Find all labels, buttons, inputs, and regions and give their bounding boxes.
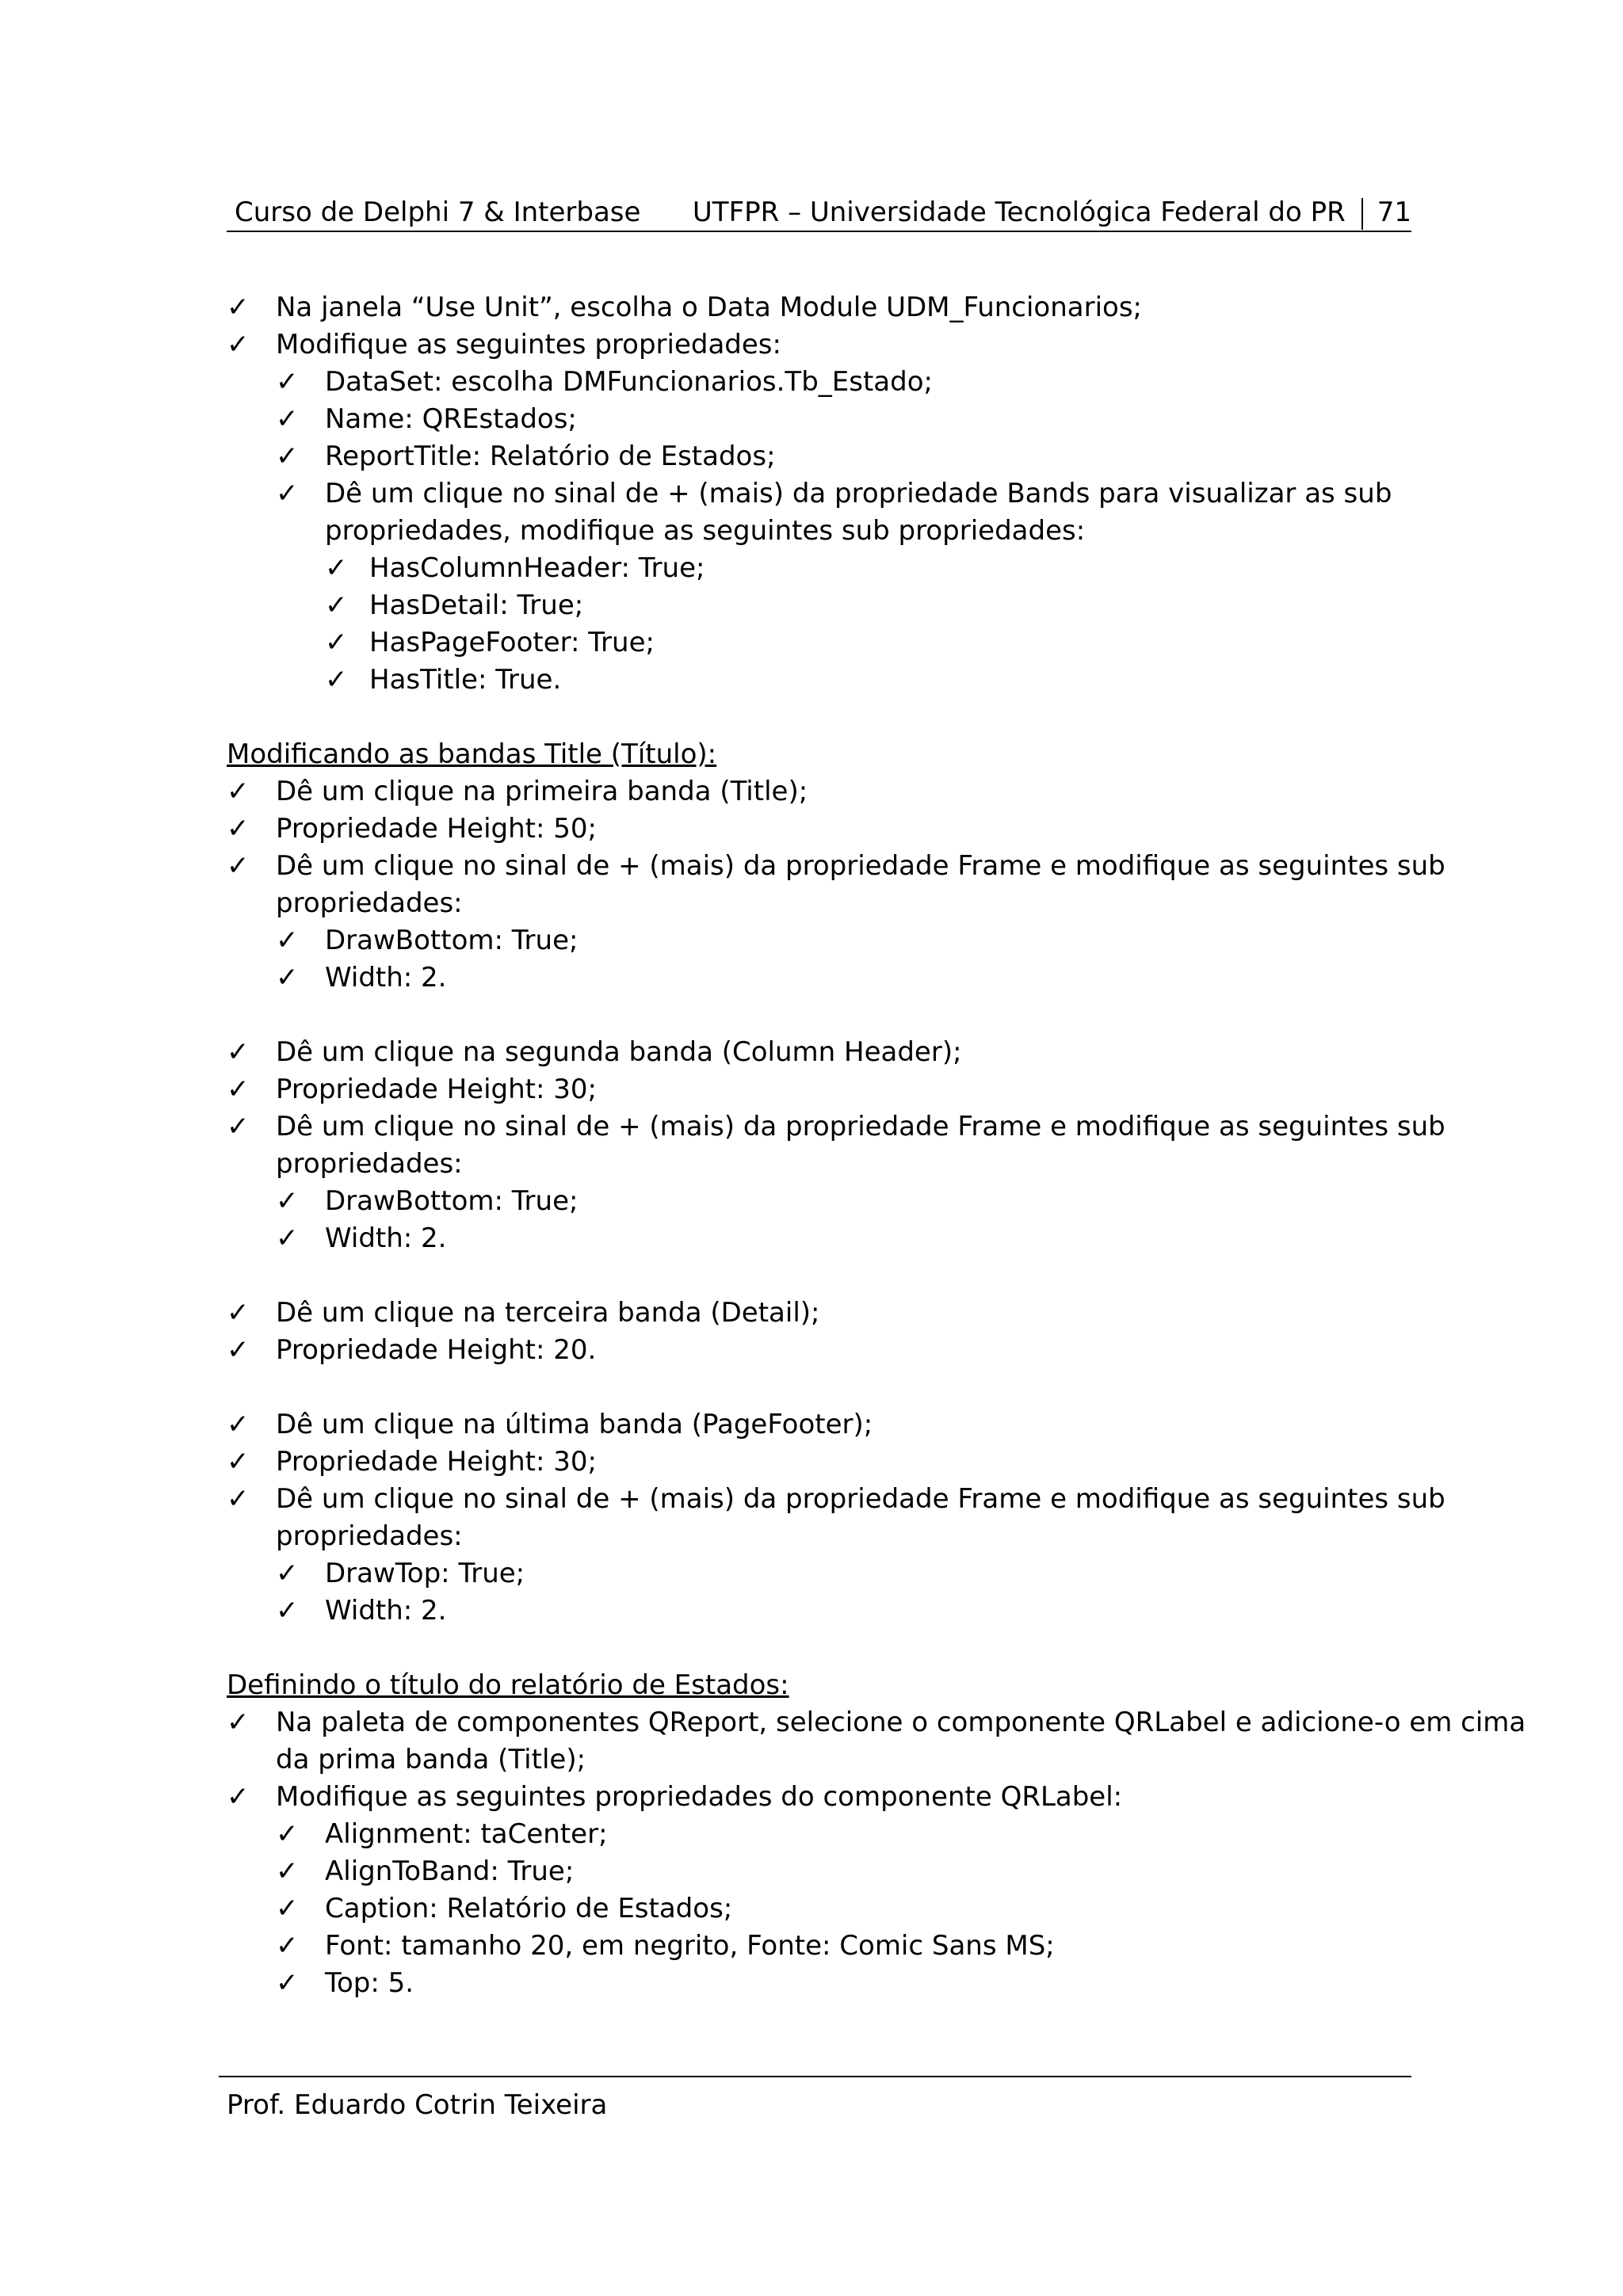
list-item-text: Caption: Relatório de Estados;	[325, 1893, 733, 1924]
list-item	[227, 848, 1445, 885]
list-item-text: Dê um clique no sinal de + (mais) da propriedade Frame e modifique as seguintes sub	[276, 850, 1445, 882]
list-item	[227, 1071, 1411, 1108]
page-footer	[219, 2076, 1411, 2121]
list-item-text: Na janela “Use Unit”, escolha o Data Module UDM_Funcionarios;	[276, 292, 1143, 323]
checkmark-icon: ✓	[227, 1707, 250, 1738]
checkmark-icon: ✓	[227, 1409, 250, 1440]
section-heading	[227, 736, 1411, 773]
checkmark-icon: ✓	[227, 1334, 250, 1366]
checkmark-icon: ✓	[276, 441, 299, 472]
list-item-text: Font: tamanho 20, em negrito, Fonte: Comic Sans MS;	[325, 1930, 1055, 1962]
spacer	[227, 1369, 1411, 1406]
checkmark-icon: ✓	[276, 1595, 299, 1627]
list-item	[227, 1481, 1445, 1518]
list-item-text: propriedades:	[276, 1148, 463, 1180]
checkmark-icon: ✓	[276, 1558, 299, 1589]
list-item	[227, 475, 1411, 513]
checkmark-icon: ✓	[276, 1185, 299, 1217]
list-item	[227, 1890, 1411, 1928]
checkmark-icon: ✓	[325, 664, 348, 696]
list-item	[227, 662, 1411, 699]
list-item-text: Propriedade Height: 30;	[276, 1446, 597, 1478]
checkmark-icon: ✓	[276, 1967, 299, 1999]
list-item-continuation	[227, 1741, 1411, 1779]
checkmark-icon: ✓	[227, 1483, 250, 1515]
list-item-text: propriedades:	[276, 887, 463, 919]
list-item-text: Dê um clique na última banda (PageFooter);	[276, 1409, 873, 1440]
list-item-text: Top: 5.	[325, 1967, 414, 1999]
list-item	[227, 1220, 1411, 1257]
spacer	[227, 699, 1411, 736]
checkmark-icon: ✓	[227, 813, 250, 845]
checkmark-icon: ✓	[325, 552, 348, 584]
list-item-text: Dê um clique no sinal de + (mais) da propriedade Frame e modifique as seguintes sub	[276, 1483, 1445, 1515]
list-item-text: Dê um clique na primeira banda (Title);	[276, 776, 808, 807]
list-item-text: Alignment: taCenter;	[325, 1818, 608, 1850]
list-item-continuation	[227, 1518, 1411, 1555]
list-item	[227, 1928, 1411, 1965]
list-item-text: AlignToBand: True;	[325, 1855, 575, 1887]
institution-and-page	[693, 194, 1411, 231]
checkmark-icon: ✓	[227, 292, 250, 323]
list-item	[227, 1332, 1411, 1369]
checkmark-icon: ✓	[227, 1111, 250, 1142]
checkmark-icon: ✓	[276, 1930, 299, 1962]
list-item-text: Modifique as seguintes propriedades:	[276, 329, 781, 360]
list-item-text: HasPageFooter: True;	[369, 627, 655, 658]
list-item	[227, 289, 1411, 326]
list-item-text: HasDetail: True;	[369, 589, 584, 621]
checkmark-icon: ✓	[227, 1781, 250, 1813]
checkmark-icon: ✓	[276, 478, 299, 509]
list-item	[227, 773, 1411, 810]
checkmark-icon: ✓	[325, 589, 348, 621]
list-item-text: Dê um clique na terceira banda (Detail);	[276, 1297, 820, 1329]
course-title: Curso de Delphi 7 & Interbase	[235, 196, 641, 228]
checkmark-icon: ✓	[227, 329, 250, 360]
checkmark-icon: ✓	[227, 1074, 250, 1105]
header-separator	[1361, 198, 1363, 230]
list-item	[227, 1406, 1411, 1444]
spacer	[227, 1257, 1411, 1295]
list-item-text: HasTitle: True.	[369, 664, 562, 696]
list-item-text: DrawBottom: True;	[325, 1185, 579, 1217]
page-number: 71	[1377, 196, 1411, 228]
list-item-text: ReportTitle: Relatório de Estados;	[325, 441, 776, 472]
list-item-text: da prima banda (Title);	[276, 1744, 586, 1775]
list-item	[227, 624, 1411, 662]
list-item-continuation	[227, 513, 1411, 550]
checkmark-icon: ✓	[276, 925, 299, 956]
checkmark-icon: ✓	[227, 1297, 250, 1329]
list-item-text: Propriedade Height: 20.	[276, 1334, 597, 1366]
list-item	[227, 810, 1411, 848]
checkmark-icon: ✓	[276, 1855, 299, 1887]
list-item-text: Width: 2.	[325, 1222, 447, 1254]
list-item-text: Name: QREstados;	[325, 403, 577, 435]
list-item	[227, 959, 1411, 997]
list-item	[227, 1704, 1526, 1741]
checkmark-icon: ✓	[276, 1222, 299, 1254]
list-item-continuation	[227, 885, 1411, 922]
list-item-text: Width: 2.	[325, 962, 447, 994]
checkmark-icon: ✓	[276, 962, 299, 994]
list-item	[227, 1816, 1411, 1853]
checkmark-icon: ✓	[325, 627, 348, 658]
page-header	[227, 194, 1411, 232]
checkmark-icon: ✓	[276, 1893, 299, 1924]
checkmark-icon: ✓	[227, 1036, 250, 1068]
institution-name: UTFPR – Universidade Tecnológica Federal do PR	[692, 196, 1346, 228]
checkmark-icon: ✓	[276, 366, 299, 398]
list-item-text: propriedades, modifique as seguintes sub propriedades:	[325, 515, 1086, 547]
section-heading-text: Definindo o título do relatório de Estados:	[227, 1669, 789, 1701]
list-item	[227, 550, 1411, 587]
checkmark-icon: ✓	[227, 776, 250, 807]
list-item	[227, 1592, 1411, 1630]
checkmark-icon: ✓	[276, 1818, 299, 1850]
list-item	[227, 1183, 1411, 1220]
list-item	[227, 1108, 1445, 1146]
list-item-text: Propriedade Height: 30;	[276, 1074, 597, 1105]
checkmark-icon: ✓	[227, 850, 250, 882]
list-item-text: HasColumnHeader: True;	[369, 552, 705, 584]
list-item	[227, 587, 1411, 624]
list-item	[227, 1444, 1411, 1481]
section-heading-text: Modificando as bandas Title (Título):	[227, 738, 717, 770]
checkmark-icon: ✓	[276, 403, 299, 435]
list-item-text: Dê um clique no sinal de + (mais) da propriedade Bands para visualizar as sub	[325, 478, 1392, 509]
document-body	[227, 289, 1526, 2002]
list-item-text: DataSet: escolha DMFuncionarios.Tb_Estado;	[325, 366, 933, 398]
list-item-text: Na paleta de componentes QReport, selecione o componente QRLabel e adicione-o em cima	[276, 1707, 1526, 1738]
list-item-text: Propriedade Height: 50;	[276, 813, 597, 845]
list-item	[227, 1965, 1411, 2002]
list-item-text: Modifique as seguintes propriedades do componente QRLabel:	[276, 1781, 1123, 1813]
list-item	[227, 438, 1411, 475]
list-item	[227, 1779, 1411, 1816]
list-item	[227, 1295, 1411, 1332]
list-item-text: propriedades:	[276, 1520, 463, 1552]
list-item	[227, 1853, 1411, 1890]
section-heading	[227, 1667, 1411, 1704]
list-item	[227, 1555, 1411, 1592]
author-name: Prof. Eduardo Cotrin Teixeira	[227, 2089, 608, 2121]
list-item-text: DrawTop: True;	[325, 1558, 525, 1589]
list-item	[227, 364, 1411, 401]
list-item	[227, 1034, 1411, 1071]
list-item	[227, 326, 1411, 364]
list-item-continuation	[227, 1146, 1411, 1183]
list-item	[227, 401, 1411, 438]
checkmark-icon: ✓	[227, 1446, 250, 1478]
list-item-text: Width: 2.	[325, 1595, 447, 1627]
list-item-text: Dê um clique na segunda banda (Column Header);	[276, 1036, 962, 1068]
spacer	[227, 1630, 1411, 1667]
list-item-text: DrawBottom: True;	[325, 925, 579, 956]
spacer	[227, 997, 1411, 1034]
list-item-text: Dê um clique no sinal de + (mais) da propriedade Frame e modifique as seguintes sub	[276, 1111, 1445, 1142]
list-item	[227, 922, 1411, 959]
